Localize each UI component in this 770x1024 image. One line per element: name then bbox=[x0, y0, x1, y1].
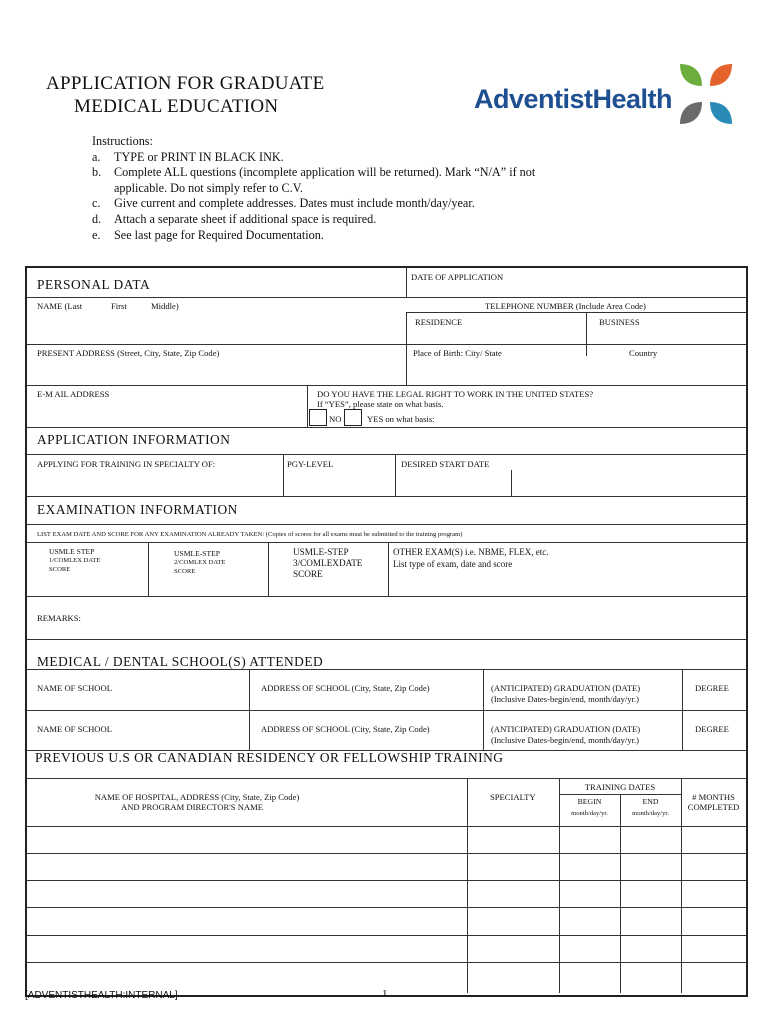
instr-text: See last page for Required Documentation. bbox=[114, 227, 324, 242]
step3-line2: 3/COMLEXDATE bbox=[293, 558, 363, 568]
page-title bbox=[46, 72, 325, 118]
school-2-degree-label: DEGREE bbox=[695, 724, 729, 734]
application-form bbox=[25, 266, 748, 997]
section-examination-info: EXAMINATION INFORMATION bbox=[37, 502, 238, 517]
business-label: BUSINESS bbox=[599, 317, 640, 327]
page-number: 1 bbox=[382, 988, 388, 1000]
classification-label: [ADVENTISTHEALTH:INTERNAL] bbox=[25, 990, 178, 1001]
remarks-label: REMARKS: bbox=[37, 613, 81, 623]
name-last-label: NAME (Last bbox=[37, 301, 83, 311]
hospital-label-line1: NAME OF HOSPITAL, ADDRESS (City, State, Zip Code) bbox=[94, 792, 300, 802]
present-address-label: PRESENT ADDRESS (Street, City, State, Zip Code) bbox=[37, 348, 220, 358]
instr-letter bbox=[92, 181, 114, 197]
begin-label: BEGIN bbox=[577, 797, 602, 806]
section-previous-residency: PREVIOUS U.S OR CANADIAN RESIDENCY OR FELLOWSHIP TRAINING bbox=[35, 750, 504, 765]
legal-right-question: DO YOU HAVE THE LEGAL RIGHT TO WORK IN THE UNITED STATES? bbox=[317, 389, 594, 399]
months-label-line1: # MONTHS bbox=[692, 792, 735, 802]
other-exam-line1: OTHER EXAM(S) i.e. NBME, FLEX, etc. bbox=[393, 547, 549, 557]
instr-text: Give current and complete addresses. Dates must include month/day/year. bbox=[114, 196, 475, 211]
step1-line2: 1/COMLEX DATE bbox=[49, 557, 101, 564]
place-of-birth-label: Place of Birth: City/ State bbox=[413, 348, 502, 358]
exam-instruction: LIST EXAM DATE AND SCORE FOR ANY EXAMINATION ALREADY TAKEN: (Copies of scores for all exams must be submitted to the training program) bbox=[37, 531, 463, 538]
school-1-dates-label: (Inclusive Dates-begin/end, month/day/yr.) bbox=[491, 694, 639, 704]
name-first-label: First bbox=[111, 301, 127, 311]
hospital-label-line2: AND PROGRAM DIRECTOR'S NAME bbox=[120, 802, 263, 812]
school-1-name-label: NAME OF SCHOOL bbox=[37, 683, 112, 693]
residence-label: RESIDENCE bbox=[415, 317, 463, 327]
instr-letter: c. bbox=[92, 196, 101, 211]
school-1-address-label: ADDRESS OF SCHOOL (City, State, Zip Code) bbox=[261, 683, 430, 693]
instr-letter: d. bbox=[92, 211, 102, 226]
step3-line1: USMLE-STEP bbox=[293, 547, 349, 557]
school-1-degree-label: DEGREE bbox=[695, 683, 729, 693]
step1-line1: USMLE STEP bbox=[49, 547, 95, 556]
title-line-1: APPLICATION FOR GRADUATE bbox=[46, 73, 325, 94]
title-line-2: MEDICAL EDUCATION bbox=[74, 96, 279, 117]
school-2-name-label: NAME OF SCHOOL bbox=[37, 724, 112, 734]
school-2-dates-label: (Inclusive Dates-begin/end, month/day/yr.) bbox=[491, 735, 639, 745]
school-1-graduation-label: (ANTICIPATED) GRADUATION (DATE) bbox=[491, 683, 641, 693]
end-format-label: month/day/yr. bbox=[632, 810, 669, 817]
logo-text: AdventistHealth bbox=[474, 84, 673, 114]
other-exam-line2: List type of exam, date and score bbox=[393, 559, 513, 569]
section-personal-data: PERSONAL DATA bbox=[37, 277, 151, 292]
school-2-address-label: ADDRESS OF SCHOOL (City, State, Zip Code) bbox=[261, 724, 430, 734]
training-dates-label: TRAINING DATES bbox=[584, 782, 656, 792]
step2-line3: SCORE bbox=[174, 568, 196, 575]
months-label-line2: COMPLETED bbox=[687, 802, 740, 812]
name-middle-label: Middle) bbox=[151, 301, 179, 311]
instr-letter: a. bbox=[92, 149, 101, 164]
step1-line3: SCORE bbox=[49, 566, 71, 573]
no-label: NO bbox=[329, 414, 342, 424]
instr-text: TYPE or PRINT IN BLACK INK. bbox=[114, 149, 284, 164]
instr-text: Complete ALL questions (incomplete application will be returned). Mark “N/A” if not bbox=[114, 165, 536, 180]
telephone-label: TELEPHONE NUMBER (Include Area Code) bbox=[485, 301, 646, 311]
instructions-heading: Instructions: bbox=[92, 134, 153, 148]
no-checkbox[interactable] bbox=[309, 409, 327, 426]
adventist-health-logo bbox=[474, 62, 738, 128]
email-label: E-M AIL ADDRESS bbox=[37, 389, 110, 399]
section-medical-school: MEDICAL / DENTAL SCHOOL(S) ATTENDED bbox=[37, 654, 324, 669]
legal-right-note: If “YES”, please state on what basis. bbox=[317, 399, 444, 409]
instr-letter: b. bbox=[92, 165, 102, 180]
yes-checkbox[interactable] bbox=[344, 409, 362, 426]
date-of-application-label: DATE OF APPLICATION bbox=[411, 272, 504, 282]
begin-format-label: month/day/yr. bbox=[571, 810, 608, 817]
desired-start-date-label: DESIRED START DATE bbox=[401, 459, 490, 469]
end-label: END bbox=[642, 797, 659, 806]
yes-label: YES on what basis: bbox=[367, 414, 435, 424]
step2-line2: 2/COMLEX DATE bbox=[174, 559, 226, 566]
instr-text: applicable. Do not simply refer to C.V. bbox=[114, 180, 303, 195]
specialty-column-label: SPECIALTY bbox=[490, 792, 536, 802]
instr-text: Attach a separate sheet if additional space is required. bbox=[114, 211, 377, 226]
school-2-graduation-label: (ANTICIPATED) GRADUATION (DATE) bbox=[491, 724, 641, 734]
instr-letter: e. bbox=[92, 227, 101, 242]
leaf-mark-icon bbox=[674, 62, 738, 128]
pgy-level-label: PGY-LEVEL bbox=[287, 459, 334, 469]
step3-line3: SCORE bbox=[293, 569, 323, 579]
section-application-info: APPLICATION INFORMATION bbox=[37, 432, 231, 447]
step2-line1: USMLE-STEP bbox=[174, 549, 220, 558]
instructions bbox=[92, 134, 535, 243]
country-label: Country bbox=[629, 348, 658, 358]
specialty-label: APPLYING FOR TRAINING IN SPECIALTY OF: bbox=[37, 459, 216, 469]
